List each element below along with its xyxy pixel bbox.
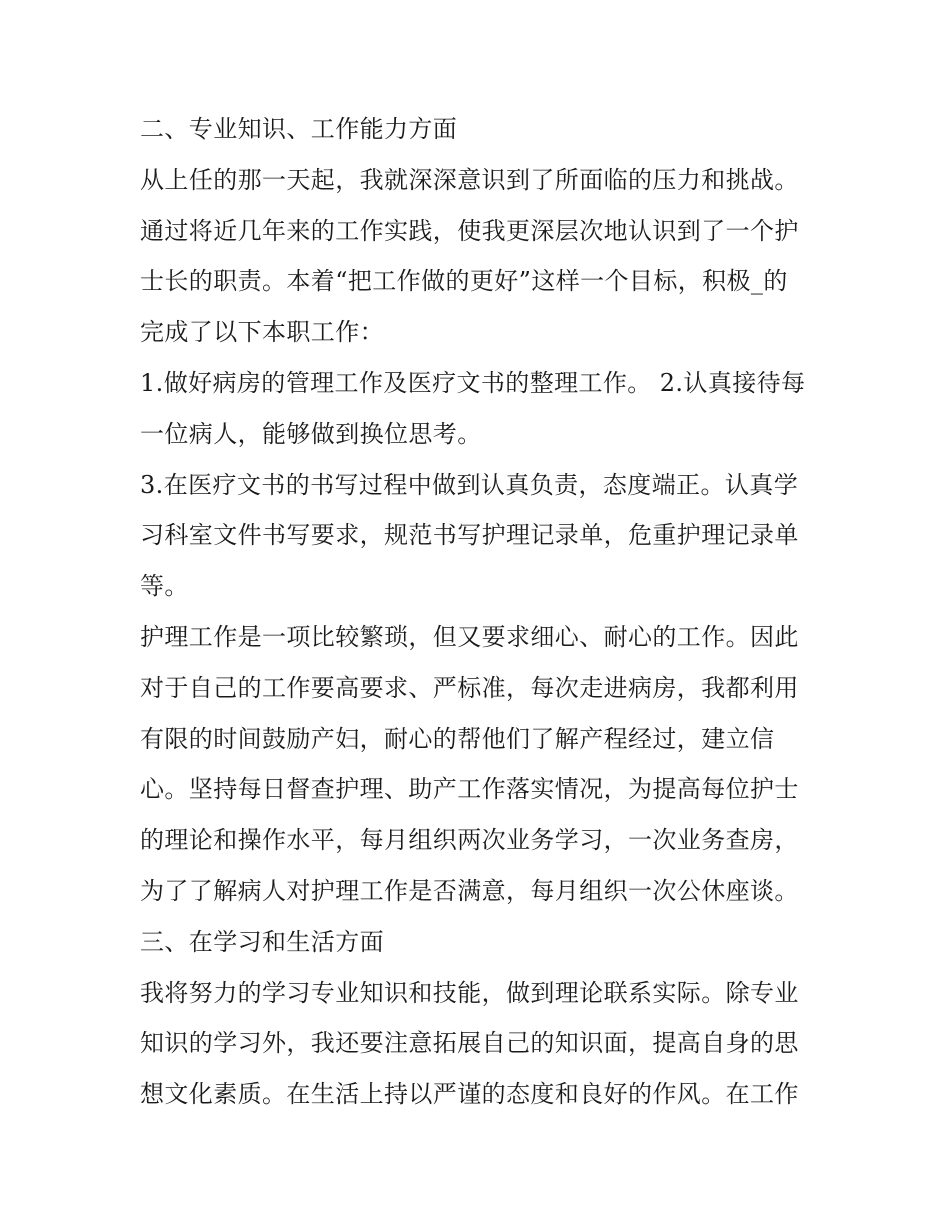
section-heading-2: 二、专业知识、工作能力方面 bbox=[140, 115, 458, 143]
paragraph-line: 通过将近几年来的工作实践，使我更深层次地认识到了一个护 bbox=[140, 216, 799, 245]
paragraph-line: 的理论和操作水平，每月组织两次业务学习，一次业务查房， bbox=[140, 826, 799, 855]
paragraph-line: 对于自己的工作要高要求、严标准，每次走进病房，我都利用 bbox=[140, 673, 799, 702]
paragraph-line: 完成了以下本职工作： bbox=[140, 318, 384, 347]
paragraph-line: 护理工作是一项比较繁琐，但又要求细心、耐心的工作。因此 bbox=[140, 622, 799, 651]
list-item-line: 等。 bbox=[140, 572, 189, 601]
list-item-line: 3.在医疗文书的书写过程中做到认真负责，态度端正。认真学 bbox=[140, 470, 799, 499]
paragraph-line: 士长的职责。本着“把工作做的更好”这样一个目标，积极_的 bbox=[140, 267, 788, 296]
paragraph-line: 有限的时间鼓励产妇，耐心的帮他们了解产程经过，建立信 bbox=[140, 724, 775, 753]
section-heading-3: 三、在学习和生活方面 bbox=[140, 927, 384, 956]
paragraph-line: 为了了解病人对护理工作是否满意，每月组织一次公休座谈。 bbox=[140, 876, 799, 905]
list-item-line: 习科室文件书写要求，规范书写护理记录单，危重护理记录单 bbox=[140, 521, 799, 550]
list-item-line: 1.做好病房的管理工作及医疗文书的整理工作。 2.认真接待每 bbox=[140, 368, 806, 397]
list-item-line: 一位病人，能够做到换位思考。 bbox=[140, 419, 482, 448]
paragraph-line: 想文化素质。在生活上持以严谨的态度和良好的作风。在工作 bbox=[140, 1080, 799, 1109]
document-body bbox=[140, 104, 820, 1120]
paragraph-line: 知识的学习外，我还要注意拓展自己的知识面，提高自身的思 bbox=[140, 1029, 799, 1058]
paragraph-line: 心。坚持每日督查护理、助产工作落实情况，为提高每位护士 bbox=[140, 775, 799, 804]
paragraph-line: 从上任的那一天起，我就深深意识到了所面临的压力和挑战。 bbox=[140, 165, 799, 194]
paragraph-line: 我将努力的学习专业知识和技能，做到理论联系实际。除专业 bbox=[140, 978, 799, 1007]
